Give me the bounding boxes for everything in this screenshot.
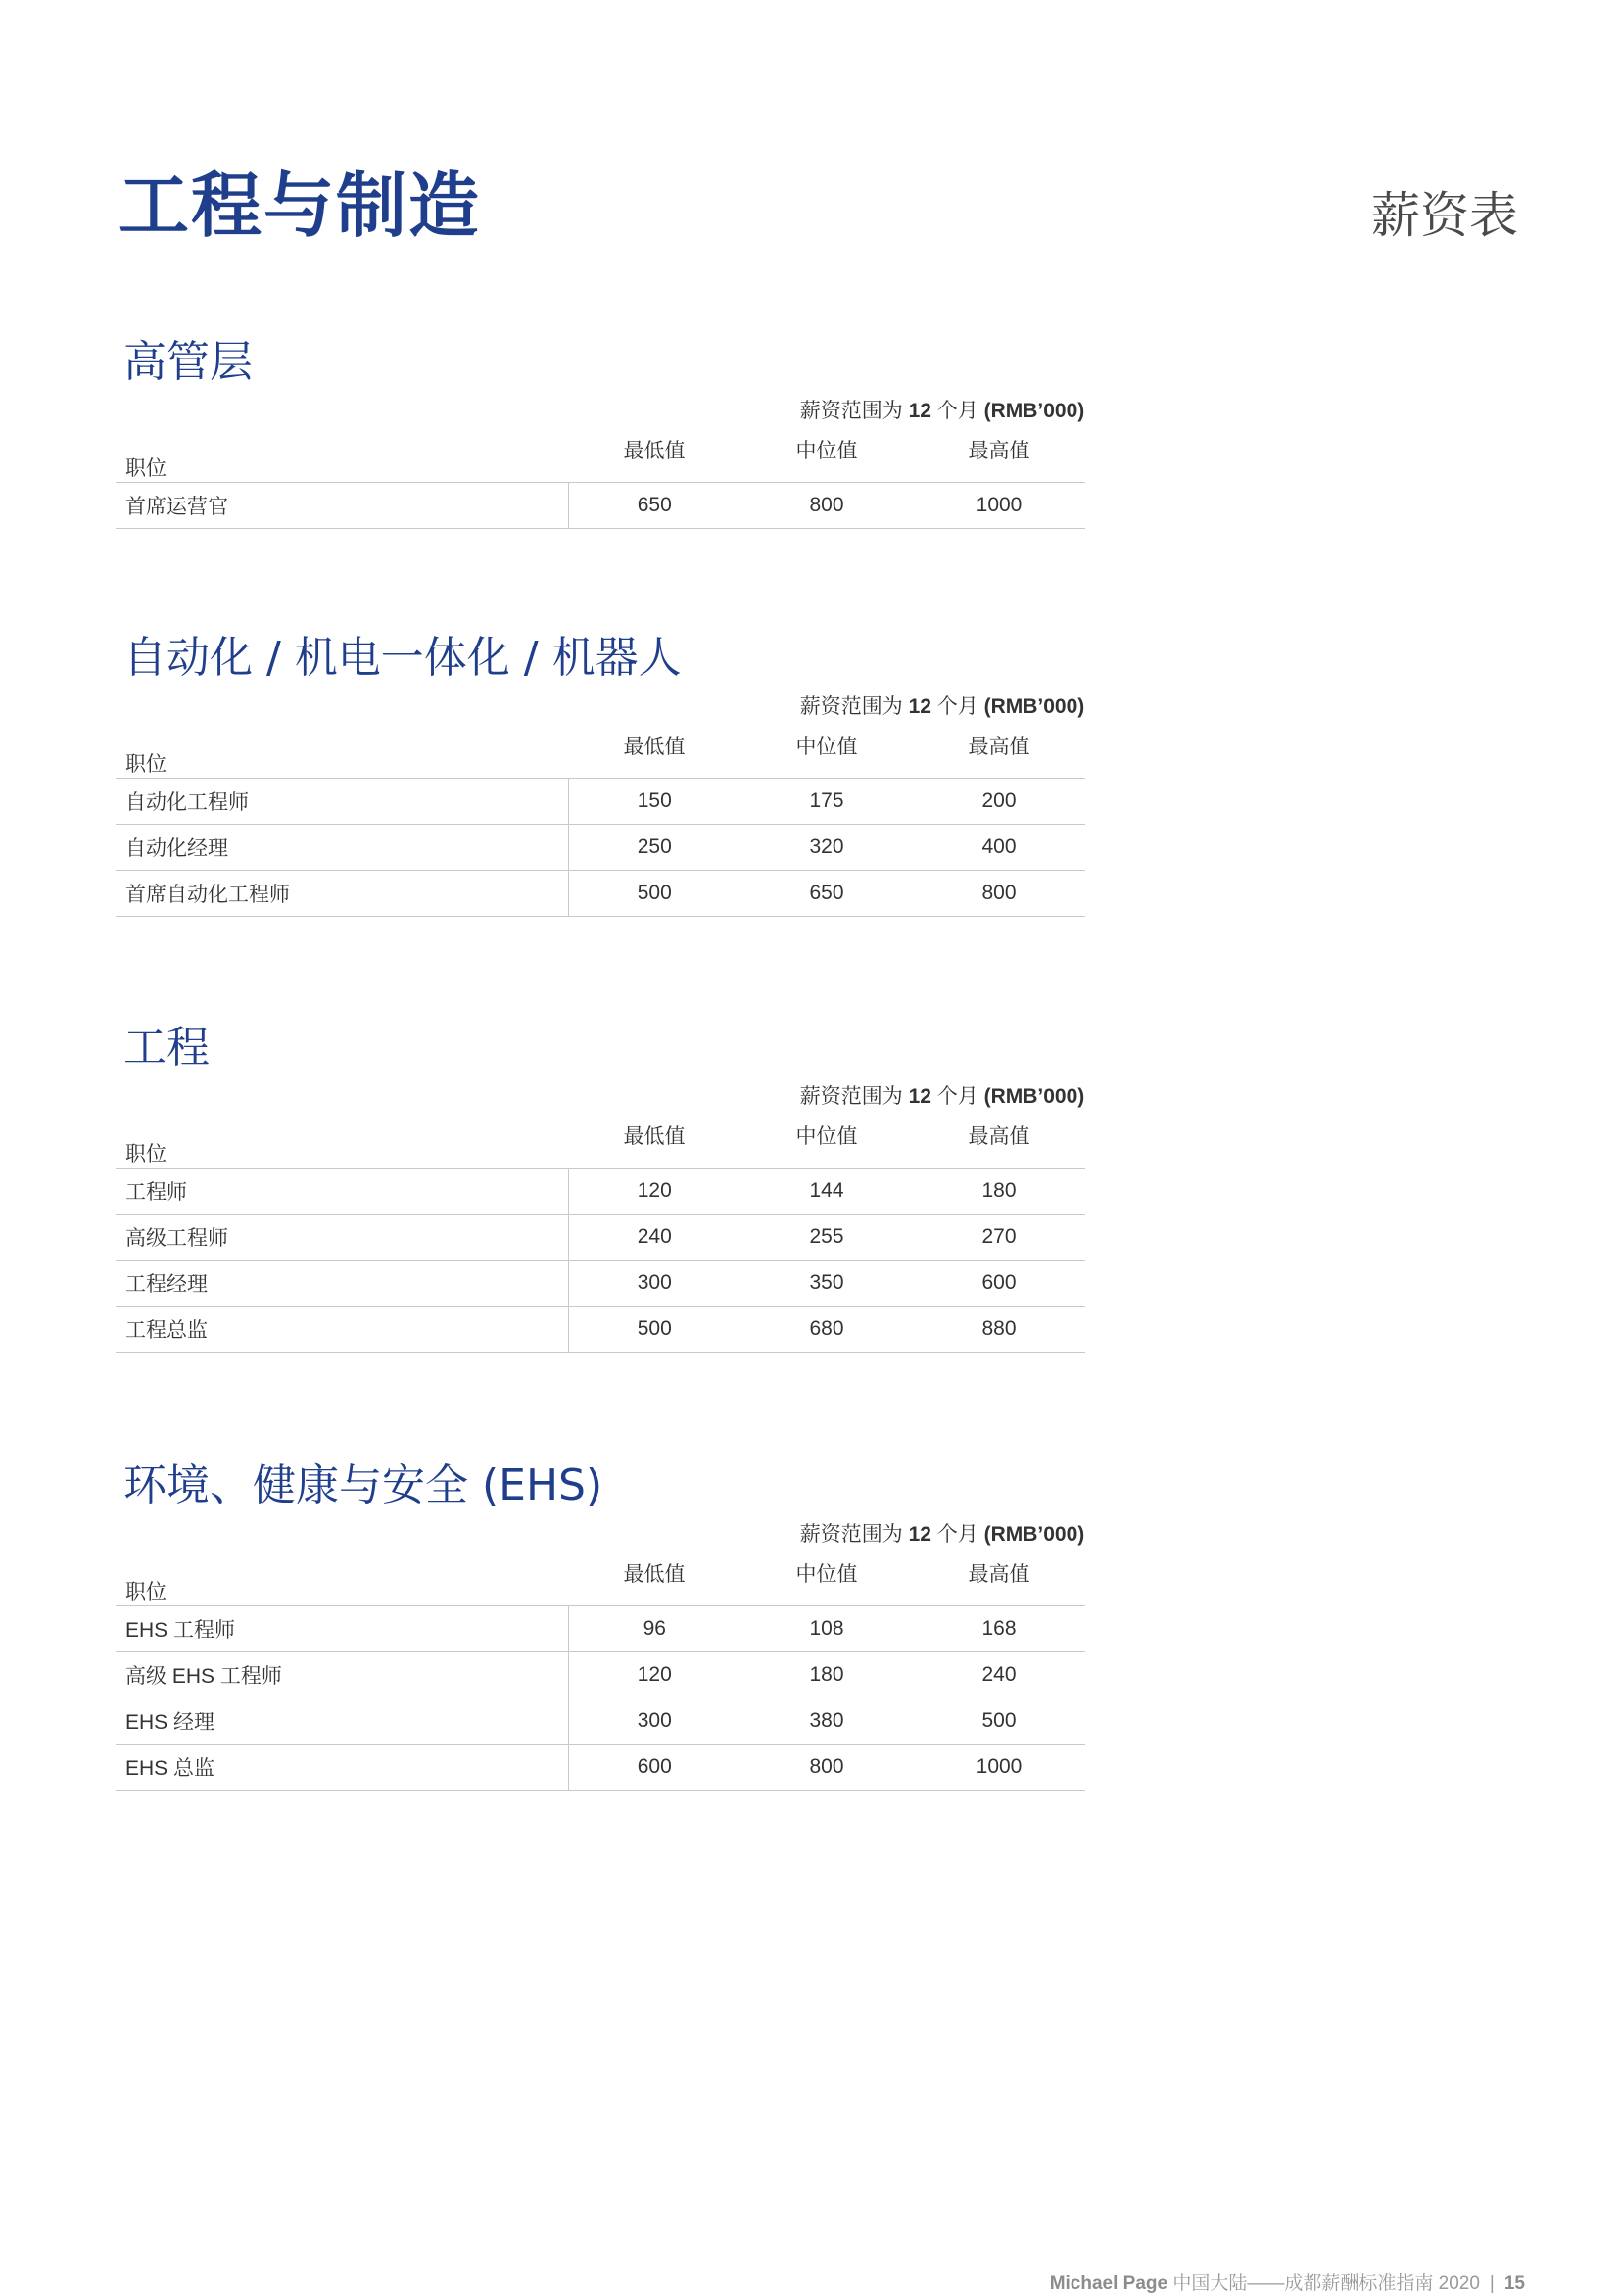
salary-range-caption: 薪资范围为 12 个月 (RMB’000) — [799, 1085, 1085, 1108]
table-row — [116, 1698, 1085, 1745]
cell-mid: 320 — [809, 836, 844, 858]
cell-mid: 680 — [809, 1317, 844, 1340]
table-row — [116, 1652, 1085, 1698]
table-header-row — [116, 731, 1085, 779]
section-executive — [116, 333, 1085, 518]
section-title: 工程 — [123, 1023, 210, 1073]
salary-table — [116, 1558, 1085, 1791]
cell-max: 500 — [981, 1709, 1017, 1732]
column-header-mid: 中位值 — [795, 1563, 858, 1586]
cell-mid: 180 — [809, 1663, 844, 1686]
cell-mid: 144 — [809, 1179, 844, 1202]
page-footer — [1050, 2272, 1525, 2296]
table-header-row — [116, 1558, 1085, 1606]
column-header-max: 最高值 — [968, 440, 1030, 462]
cell-mid: 255 — [809, 1225, 844, 1248]
cell-mid: 175 — [809, 789, 844, 812]
cell-max: 168 — [981, 1617, 1017, 1640]
column-header-max: 最高值 — [968, 1125, 1030, 1148]
column-header-role: 职位 — [125, 1143, 167, 1166]
cell-max: 400 — [981, 836, 1017, 858]
table-row — [116, 1745, 1085, 1791]
cell-min: 96 — [643, 1617, 666, 1640]
cell-max: 1000 — [976, 1755, 1023, 1778]
salary-table — [116, 1121, 1085, 1353]
cell-mid: 380 — [809, 1709, 844, 1732]
column-header-min: 最低值 — [623, 1563, 686, 1586]
cell-role: 首席运营官 — [116, 483, 568, 529]
cell-role: 自动化经理 — [116, 825, 568, 871]
cell-min: 120 — [637, 1663, 672, 1686]
cell-max: 600 — [981, 1271, 1017, 1294]
section-automation — [116, 629, 1085, 906]
cell-min: 500 — [637, 882, 672, 904]
cell-mid: 108 — [809, 1617, 844, 1640]
salary-table — [116, 731, 1085, 917]
section-ehs — [116, 1457, 1085, 1780]
salary-range-caption: 薪资范围为 12 个月 (RMB’000) — [799, 1523, 1085, 1546]
cell-role: 首席自动化工程师 — [116, 871, 568, 917]
column-header-mid: 中位值 — [795, 736, 858, 758]
column-header-min: 最低值 — [623, 736, 686, 758]
cell-max: 180 — [981, 1179, 1017, 1202]
cell-min: 650 — [637, 494, 672, 516]
cell-mid: 800 — [809, 1755, 844, 1778]
cell-role: 工程师 — [116, 1169, 568, 1215]
cell-max: 880 — [981, 1317, 1017, 1340]
table-row — [116, 1169, 1085, 1215]
column-header-min: 最低值 — [623, 1125, 686, 1148]
cell-max: 1000 — [976, 494, 1023, 516]
cell-min: 300 — [637, 1709, 672, 1732]
cell-max: 200 — [981, 789, 1017, 812]
section-title: 高管层 — [123, 337, 253, 387]
column-header-max: 最高值 — [968, 736, 1030, 758]
column-header-mid: 中位值 — [795, 1125, 858, 1148]
cell-max: 800 — [981, 882, 1017, 904]
table-row — [116, 825, 1085, 871]
cell-role: EHS 经理 — [116, 1698, 568, 1745]
cell-role: 高级工程师 — [116, 1215, 568, 1261]
cell-max: 270 — [981, 1225, 1017, 1248]
column-header-role: 职位 — [125, 457, 167, 480]
cell-max: 240 — [981, 1663, 1017, 1686]
table-row — [116, 1606, 1085, 1652]
page-number: 15 — [1503, 2273, 1525, 2294]
cell-min: 500 — [637, 1317, 672, 1340]
cell-min: 120 — [637, 1179, 672, 1202]
section-title: 自动化 / 机电一体化 / 机器人 — [123, 633, 682, 683]
table-row — [116, 871, 1085, 917]
column-header-role: 职位 — [125, 1581, 167, 1603]
column-header-mid: 中位值 — [795, 440, 858, 462]
cell-min: 250 — [637, 836, 672, 858]
cell-role: 高级 EHS 工程师 — [116, 1652, 568, 1698]
footer-text: 中国大陆——成都薪酬标准指南 2020 — [1167, 2273, 1480, 2294]
column-header-role: 职位 — [125, 753, 167, 776]
cell-mid: 800 — [809, 494, 844, 516]
cell-role: EHS 总监 — [116, 1745, 568, 1791]
cell-role: 自动化工程师 — [116, 779, 568, 825]
cell-min: 150 — [637, 789, 672, 812]
table-row — [116, 1215, 1085, 1261]
page-title: 工程与制造 — [119, 165, 482, 247]
cell-min: 300 — [637, 1271, 672, 1294]
column-header-max: 最高值 — [968, 1563, 1030, 1586]
salary-range-caption: 薪资范围为 12 个月 (RMB’000) — [799, 400, 1085, 422]
footer-brand: Michael Page — [1049, 2273, 1168, 2294]
cell-min: 240 — [637, 1225, 672, 1248]
cell-min: 600 — [637, 1755, 672, 1778]
cell-role: 工程总监 — [116, 1307, 568, 1353]
cell-role: EHS 工程师 — [116, 1606, 568, 1652]
section-engineering — [116, 1019, 1085, 1342]
page-section-label: 薪资表 — [1371, 187, 1518, 244]
cell-mid: 350 — [809, 1271, 844, 1294]
section-title: 环境、健康与安全 (EHS) — [123, 1460, 603, 1510]
column-header-min: 最低值 — [623, 440, 686, 462]
salary-table — [116, 435, 1085, 529]
salary-range-caption: 薪资范围为 12 个月 (RMB’000) — [799, 695, 1085, 718]
table-header-row — [116, 1121, 1085, 1169]
cell-role: 工程经理 — [116, 1261, 568, 1307]
table-row — [116, 779, 1085, 825]
table-row — [116, 1261, 1085, 1307]
table-row — [116, 1307, 1085, 1353]
table-header-row — [116, 435, 1085, 483]
cell-mid: 650 — [809, 882, 844, 904]
table-row — [116, 483, 1085, 529]
footer-separator: | — [1489, 2273, 1495, 2294]
